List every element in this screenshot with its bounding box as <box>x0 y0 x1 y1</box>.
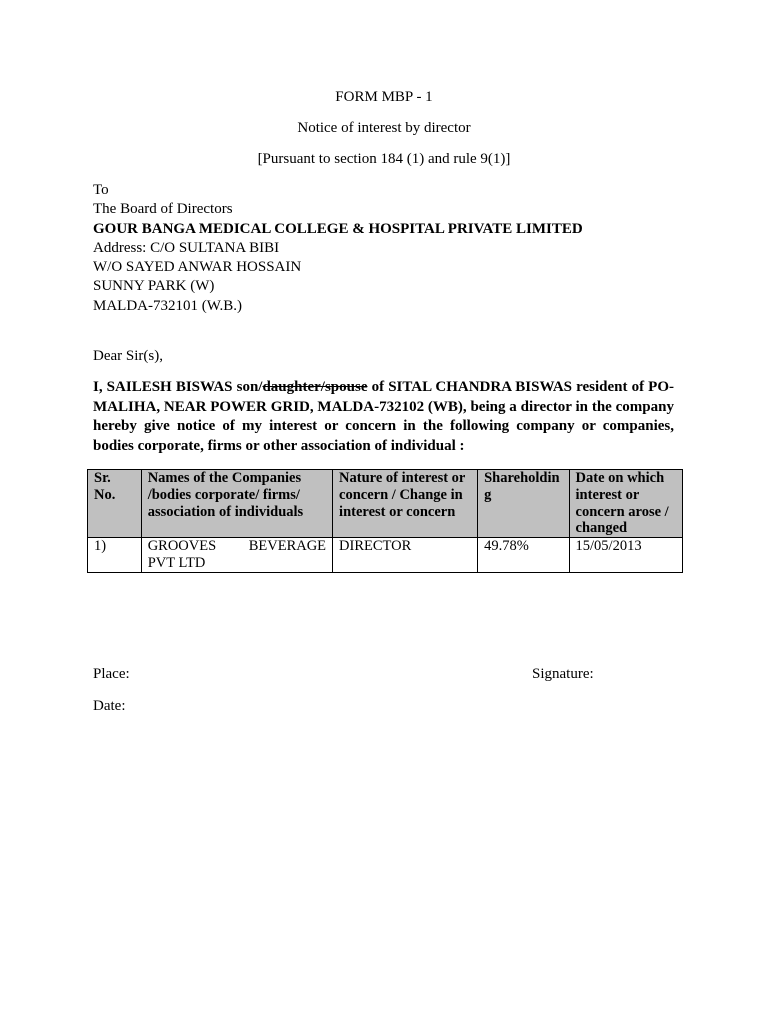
address-line-2: W/O SAYED ANWAR HOSSAIN <box>93 259 302 276</box>
company-name: GOUR BANGA MEDICAL COLLEGE & HOSPITAL PRIVATE LIMITED <box>93 220 583 237</box>
place-label: Place: <box>93 666 130 682</box>
header-date-of-interest: Date on which interest or concern arose / changed <box>569 470 682 538</box>
address-to: To <box>93 182 109 198</box>
salutation: Dear Sir(s), <box>93 348 163 364</box>
header-shareholding: Shareholding <box>478 470 569 538</box>
address-recipient: The Board of Directors <box>93 201 233 218</box>
signature-label: Signature: <box>532 666 594 682</box>
notice-text-start: I, SAILESH BISWAS son/ <box>93 379 263 395</box>
table-header-row <box>88 470 683 538</box>
cell-shareholding: 49.78% <box>478 538 569 573</box>
header-sr-no: Sr. No. <box>88 470 142 538</box>
address-line-4: MALDA-732101 (W.B.) <box>93 297 243 314</box>
form-title: FORM MBP - 1 <box>335 89 433 105</box>
notice-text-end: of SITAL CHANDRA BISWAS resident of PO- MALIHA, NEAR POWER GRID, MALDA-732102 (WB), being a director in the company hereby give notice of my interest or concern in the following company or companies, bodies corporate, firms or other association of individual : <box>93 379 674 454</box>
table-row <box>88 538 683 573</box>
struck-out-text: daughter/spouse <box>262 379 368 395</box>
interest-table <box>87 469 683 573</box>
address-line-3: SUNNY PARK (W) <box>93 278 215 295</box>
header-company-names: Names of the Companies /bodies corporate/ firms/ association of individuals <box>141 470 332 538</box>
cell-nature-of-interest: DIRECTOR <box>333 538 478 573</box>
address-line-1: Address: C/O SULTANA BIBI <box>93 239 280 256</box>
statutory-reference: [Pursuant to section 184 (1) and rule 9(1)] <box>257 151 511 167</box>
address-block <box>93 181 583 316</box>
cell-sr-no: 1) <box>88 538 142 573</box>
form-subtitle: Notice of interest by director <box>297 120 471 136</box>
cell-date: 15/05/2013 <box>569 538 682 573</box>
header-nature-of-interest: Nature of interest or concern / Change in interest or concern <box>333 470 478 538</box>
notice-paragraph <box>93 378 674 456</box>
date-label: Date: <box>93 698 126 714</box>
cell-company-name: GROOVES BEVERAGE PVT LTD <box>141 538 332 573</box>
